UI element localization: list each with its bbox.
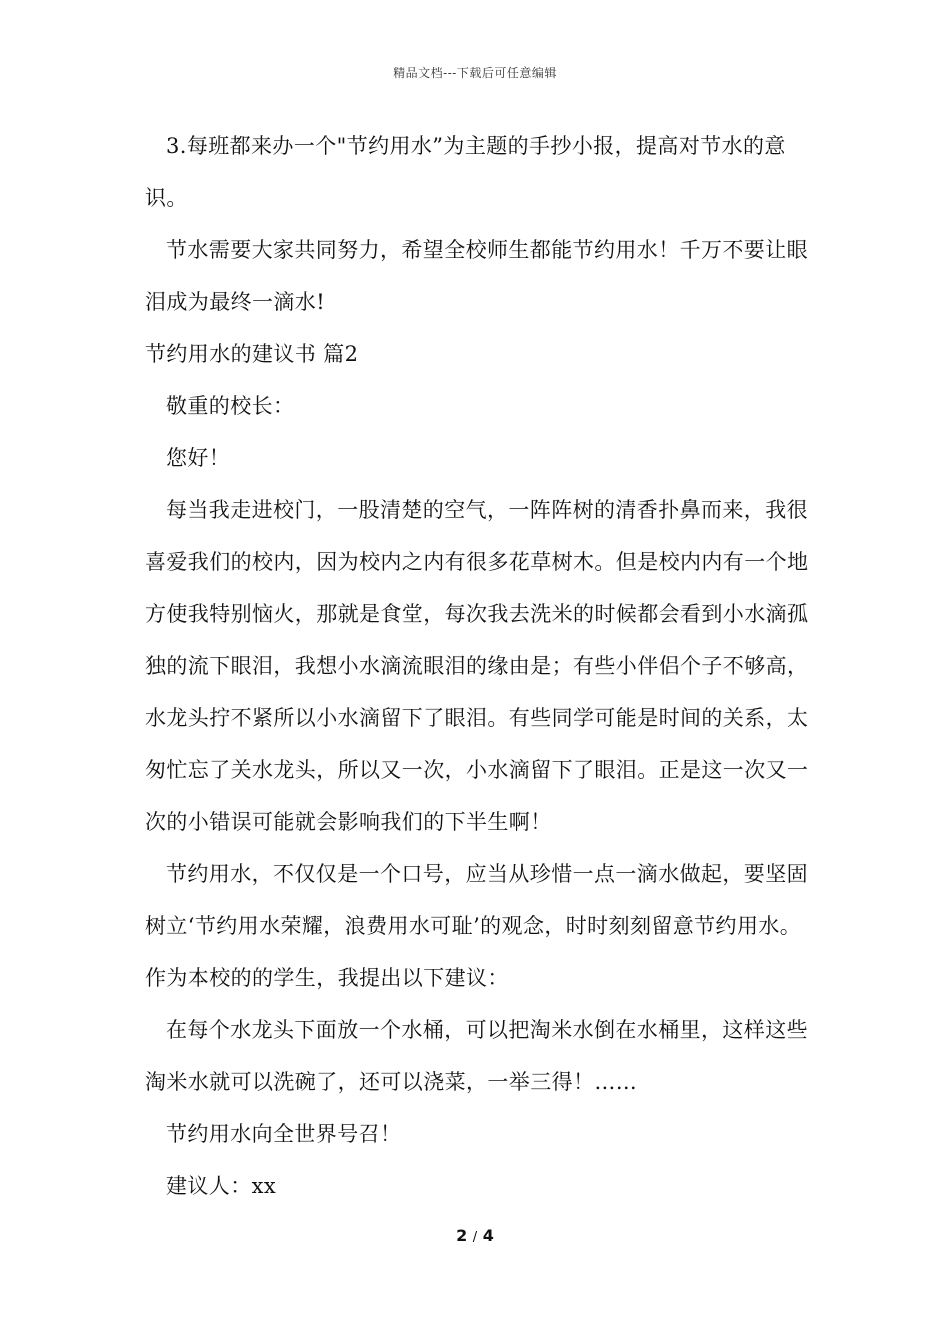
- page-header: 精品文档---下载后可任意编辑: [393, 66, 557, 80]
- total-pages: 4: [482, 1226, 494, 1245]
- paragraph-water-saving-appeal: 节水需要大家共同努力，希望全校师生都能节约用水！千万不要让眼泪成为最终一滴水!: [145, 238, 808, 314]
- signature-line: 建议人：xx: [166, 1174, 277, 1198]
- paragraph-call-to-action: 节约用水向全世界号召！: [166, 1122, 402, 1146]
- document-body: [145, 120, 810, 1212]
- greeting: 您好！: [166, 446, 231, 470]
- paragraph-proposal-intro: 节约用水，不仅仅是一个口号，应当从珍惜一点一滴水做起，要坚固树立‘节约用水荣耀，浪费用水可耻’的观念，时时刻刻留意节约用水。作为本校的的学生，我提出以下建议：: [145, 862, 808, 990]
- page-number: [0, 1226, 950, 1245]
- page-separator: /: [472, 1230, 478, 1245]
- paragraph-suggestion: 在每个水龙头下面放一个水桶，可以把淘米水倒在水桶里，这样这些淘米水就可以洗碗了，还可以浇菜，一举三得！……: [145, 1018, 808, 1094]
- paragraph-item-3: 3.每班都来办一个"节约用水”为主题的手抄小报，提高对节水的意识。: [145, 134, 786, 210]
- current-page: 2: [456, 1226, 468, 1245]
- section-title: 节约用水的建议书 篇2: [145, 342, 359, 366]
- salutation: 敬重的校长：: [166, 394, 295, 418]
- paragraph-canteen-story: 每当我走进校门，一股清楚的空气，一阵阵树的清香扑鼻而来，我很喜爱我们的校内，因为校内之内有很多花草树木。但是校内内有一个地方使我特别恼火，那就是食堂，每次我去洗米的时候都会看到小水滴孤独的流下眼泪，我想小水滴流眼泪的缘由是；有些小伴侣个子不够高，水龙头拧不紧所以小水滴留下了眼泪。有些同学可能是时间的关系，太匆忙忘了关水龙头，所以又一次，小水滴留下了眼泪。正是这一次又一次的小错误可能就会影响我们的下半生啊！: [145, 498, 809, 834]
